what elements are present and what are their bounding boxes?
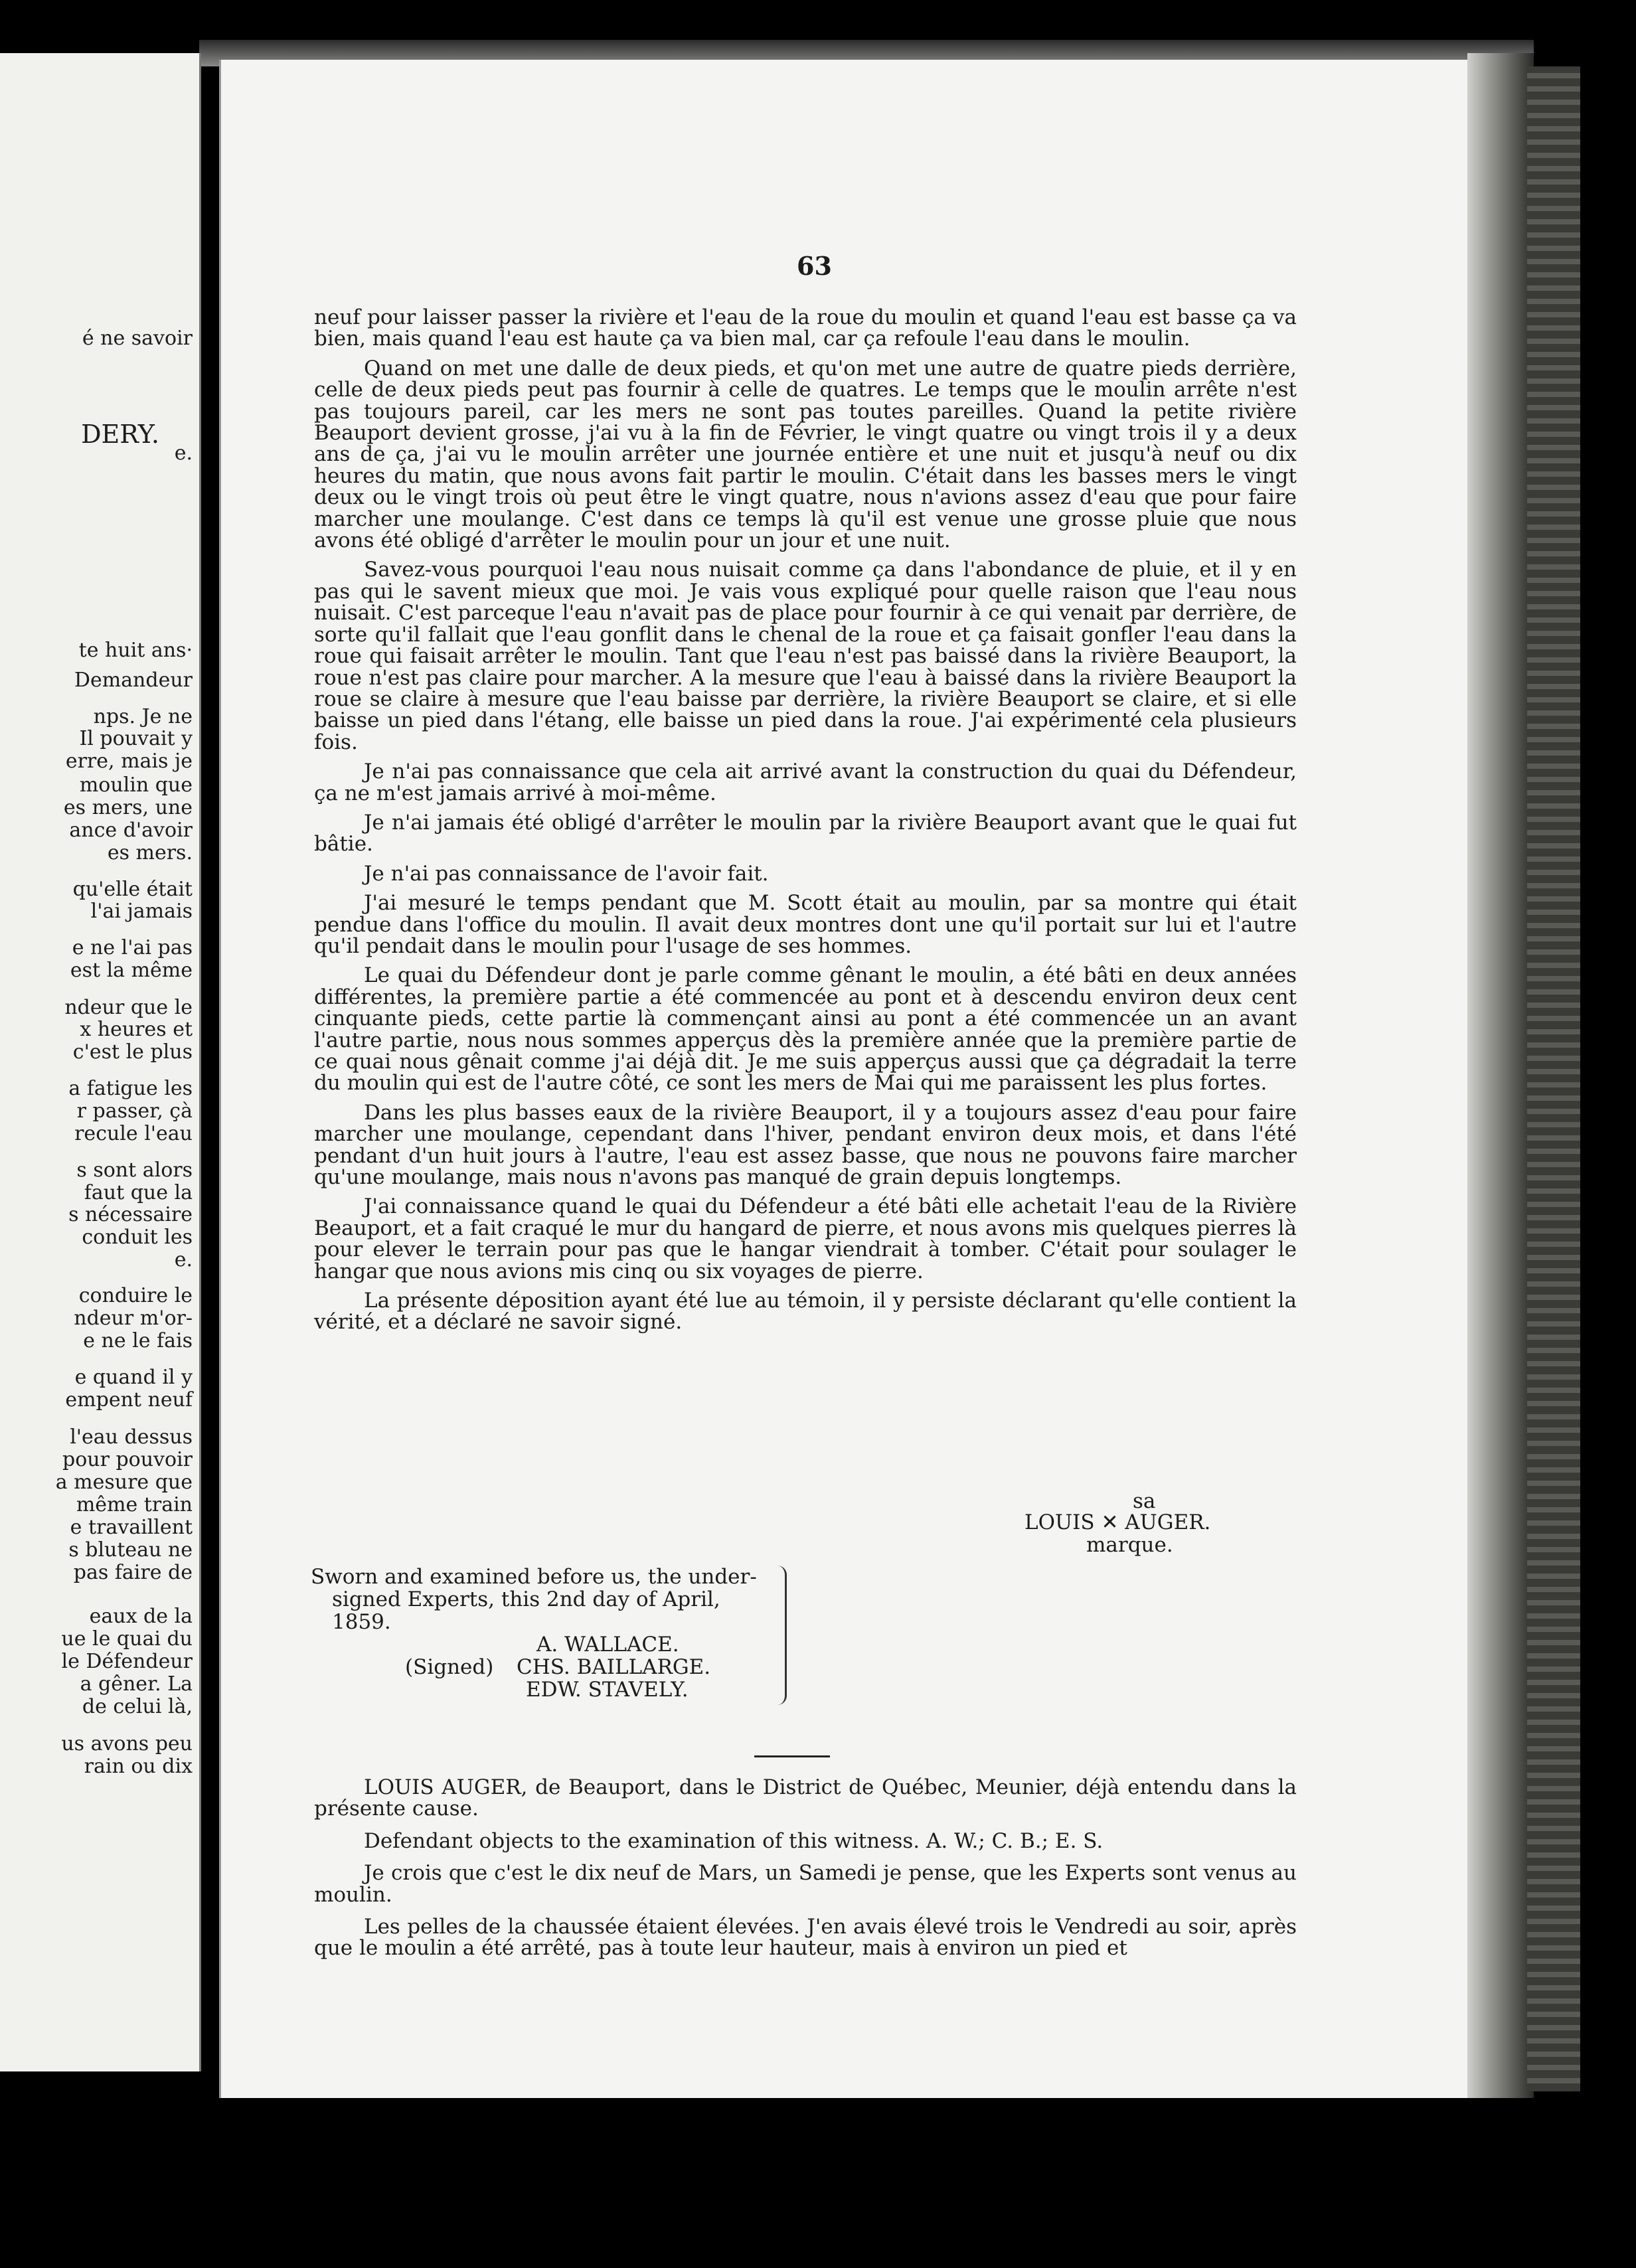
left-page-text-fragment: te huit ans·: [78, 639, 193, 662]
left-page-text-fragment: s bluteau ne: [68, 1538, 193, 1562]
left-page-text-fragment: nps. Je ne: [93, 705, 193, 728]
deposition-text-2: [314, 1777, 1297, 1970]
expert-name: CHS. BAILLARGE.: [517, 1655, 711, 1679]
left-page-text-fragment: ndeur m'or-: [74, 1307, 193, 1330]
page-edge: [1467, 53, 1534, 2098]
left-page-text-fragment: Demandeur: [74, 669, 193, 692]
left-page-text-fragment: est la même: [70, 959, 193, 982]
left-page-text-fragment: e quand il y: [74, 1366, 193, 1389]
left-page-text-fragment: e ne l'ai pas: [72, 936, 193, 959]
section-divider: [754, 1755, 830, 1757]
book-edge: [1527, 66, 1580, 2091]
expert-name: A. WALLACE.: [536, 1633, 679, 1657]
deposition-text: [314, 307, 1297, 1341]
left-page-text-fragment: l'eau dessus: [70, 1425, 193, 1449]
left-page-text-fragment: s nécessaire: [68, 1203, 193, 1226]
signature-marque: marque.: [1086, 1533, 1173, 1557]
paragraph: LOUIS AUGER, de Beauport, dans le District de Québec, Meunier, déjà entendu dans la présente cause.: [314, 1775, 1297, 1821]
signed-label: (Signed): [405, 1655, 494, 1679]
left-page-text-fragment: s sont alors: [76, 1159, 193, 1182]
left-page-fragment: [0, 53, 201, 2071]
left-page-text-fragment: pour pouvoir: [62, 1448, 193, 1471]
left-page-text-fragment: a fatigue les: [68, 1077, 193, 1100]
left-page-text-fragment: de celui là,: [82, 1695, 193, 1718]
left-page-text-fragment: conduit les: [82, 1226, 193, 1249]
left-page-text-fragment: e.: [174, 1248, 193, 1271]
left-page-text-fragment: es mers, une: [63, 796, 193, 819]
left-page-text-fragment: a mesure que: [55, 1471, 193, 1494]
left-page-text-fragment: recule l'eau: [74, 1122, 193, 1145]
left-page-text-fragment: rain ou dix: [84, 1755, 193, 1778]
left-page-text-fragment: c'est le plus: [72, 1040, 193, 1064]
paragraph: Savez-vous pourquoi l'eau nous nuisait comme ça dans l'abondance de pluie, et il y en pas qui le savent mieux que moi. Je vais vous expliqué pour quelle raison que l'eau nous nuisait. C'est parceque l'eau n'avait pas de place pour fournir à ce qui venait par derrière, de sorte qu'il fallait que l'eau gonflit dans le chenal de la roue et ça faisait gonfler l'eau dans la roue qui faisait arrêter le moulin. Tant que l'eau n'est pas baissé dans la rivière Beauport, la roue n'est pas claire pour marcher. A la mesure que l'eau à baissé dans la rivière Beauport la roue se claire à mesure que l'eau baisse par derrière, la rivière Beauport se claire, et si elle baisse un pied dans l'étang, elle baisse un pied dans la roue. J'ai expérimenté cela plusieurs fois.: [314, 558, 1297, 754]
paragraph: Dans les plus basses eaux de la rivière Beauport, il y a toujours assez d'eau pour faire marcher une moulange, cependant dans l'hiver, pendant environ deux mois, et dans l'été pendant d'un huit jours à l'autre, l'eau est assez basse, que nous ne pouvons faire marcher qu'une moulange, mais nous n'avons pas manqué de grain depuis longtemps.: [314, 1100, 1297, 1190]
paragraph: La présente déposition ayant été lue au témoin, il y persiste déclarant qu'elle contient la vérité, et a déclaré ne savoir signé.: [314, 1289, 1297, 1335]
paragraph: Le quai du Défendeur dont je parle comme gênant le moulin, a été bâti en deux années différentes, la première partie a été commencée au pont et à descendu environ deux cent cinquante pieds, cette partie là commençant ainsi au pont a été commencée un an avant l'autre partie, nous nous sommes apperçus dès la première année que la première partie de ce quai nous gênait comme j'ai déjà dit. Je me suis apperçus aussi que ça dégradait la terre du moulin qui est de l'autre côté, ce sont les mers de Mai qui me paraissent les plus fortes.: [314, 963, 1297, 1095]
left-page-text-fragment: DERY.: [81, 420, 159, 449]
paragraph: Je n'ai pas connaissance que cela ait arrivé avant la construction du quai du Défendeur, ça ne m'est jamais arrivé à moi-même.: [314, 760, 1297, 805]
left-page-text-fragment: empent neuf: [65, 1388, 193, 1412]
paragraph: Je crois que c'est le dix neuf de Mars, un Samedi je pense, que les Experts sont venus au moulin.: [314, 1861, 1297, 1907]
signature-sa: sa: [1133, 1489, 1156, 1513]
left-page-text-fragment: ndeur que le: [64, 996, 193, 1019]
paragraph: Je n'ai pas connaissance de l'avoir fait.: [364, 861, 769, 886]
left-page-text-fragment: erre, mais je: [65, 750, 193, 773]
paragraph: Quand on met une dalle de deux pieds, et qu'on met une autre de quatre pieds derrière, celle de deux pieds peut pas fournir à celle de quatres. Le temps que le moulin arrête n'est pas toujours pareil, car les mers ne sont pas toutes pareilles. Quand la petite rivière Beauport devient grosse, j'ai vu à la fin de Février, le vingt quatre ou vingt trois il y a deux ans de ça, j'ai vu le moulin arrêter une journée entière et une nuit et jusqu'à neuf ou dix heures du matin, que nous avons fait partir le moulin. C'était dans les basses mers le vingt deux ou le vingt trois où peut être le vingt quatre, nous n'avions assez d'eau que pour faire marcher une moulange. C'est dans ce temps là qu'il est venue une grosse pluie que nous avons été obligé d'arrêter le moulin pour un jour et une nuit.: [314, 356, 1297, 553]
left-page-text-fragment: ance d'avoir: [69, 819, 193, 842]
left-page-text-fragment: e travaillent: [70, 1516, 193, 1539]
left-page-text-fragment: eaux de la: [89, 1605, 193, 1628]
left-page-text-fragment: qu'elle était: [72, 878, 193, 901]
sworn-line-3: 1859.: [332, 1610, 391, 1634]
left-page-text-fragment: x heures et: [80, 1018, 193, 1041]
sworn-line-1: Sworn and examined before us, the under-: [311, 1565, 757, 1589]
sworn-line-2: signed Experts, this 2nd day of April,: [332, 1587, 720, 1611]
page-number: 63: [797, 251, 832, 281]
left-page-text-fragment: é ne savoir: [82, 327, 193, 350]
signature-name: LOUIS ✕ AUGER.: [1024, 1510, 1211, 1534]
left-page-text-fragment: e ne le fais: [83, 1329, 193, 1352]
left-page-text-fragment: pas faire de: [73, 1561, 193, 1584]
left-page-text-fragment: même train: [76, 1493, 193, 1516]
left-page-text-fragment: le Défendeur: [61, 1650, 193, 1673]
left-page-text-fragment: a gêner. La: [80, 1672, 193, 1696]
left-page-text-fragment: Il pouvait y: [79, 727, 193, 750]
brace: [770, 1566, 787, 1705]
expert-name: EDW. STAVELY.: [526, 1678, 689, 1702]
left-page-text-fragment: faut que la: [84, 1181, 193, 1204]
paragraph: J'ai connaissance quand le quai du Défendeur a été bâti elle achetait l'eau de la Rivière Beauport, et a fait craqué le mur du hangard de pierre, et nous avons mis quelques pierres là pour elever le terrain pour pas que le hangar viendrait à tomber. C'était pour soulager le hangar que nous avions mis cinq ou six voyages de pierre.: [314, 1194, 1297, 1283]
paragraph: Je n'ai jamais été obligé d'arrêter le moulin par la rivière Beauport avant que le quai fut bâtie.: [314, 810, 1297, 856]
paragraph: neuf pour laisser passer la rivière et l'eau de la roue du moulin et quand l'eau est basse ça va bien, mais quand l'eau est haute ça va bien mal, car ça refoule l'eau dans le moulin.: [314, 305, 1297, 351]
left-page-text-fragment: us avons peu: [61, 1732, 193, 1755]
paragraph: J'ai mesuré le temps pendant que M. Scott était au moulin, par sa montre qui était pendue dans l'office du moulin. Il avait deux montres dont une qu'il portait sur lui et l'autre qu'il pendait dans le moulin pour l'usage de ses hommes.: [314, 891, 1297, 958]
left-page-text-fragment: ue le quai du: [61, 1627, 193, 1651]
left-page-text-fragment: es mers.: [107, 841, 193, 864]
left-page-text-fragment: moulin que: [79, 773, 193, 797]
left-page-text-fragment: conduire le: [78, 1284, 193, 1307]
left-page-text-fragment: e.: [174, 442, 193, 465]
paragraph: Les pelles de la chaussée étaient élevées. J'en avais élevé trois le Vendredi au soir, après que le moulin a été arrêté, pas à toute leur hauteur, mais à environ un pied et: [314, 1915, 1297, 1961]
paragraph: Defendant objects to the examination of this witness. A. W.; C. B.; E. S.: [364, 1828, 1104, 1853]
left-page-text-fragment: r passer, çà: [76, 1099, 193, 1123]
left-page-text-fragment: l'ai jamais: [90, 900, 193, 923]
